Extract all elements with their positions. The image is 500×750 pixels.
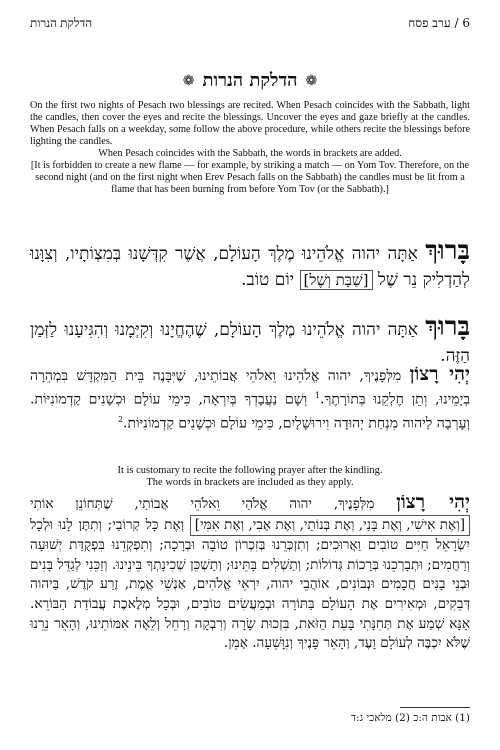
custom-note [30,465,470,489]
ornament-right-icon: ❁ [305,72,318,89]
blessing-candles [30,238,470,293]
page-title: הדלקת הנרות [202,70,298,91]
blessing-line-3: יוֹם טוֹב. [241,270,295,290]
custom-note-line-2: The words in brackets are included as they apply. [146,477,354,488]
yehi-ratzon-temple [30,364,470,433]
instructions [30,100,470,196]
footnote-marker: 1 [314,391,321,400]
prayer-lead-words: יְהִי רָצוֹן [409,363,470,385]
section-label: הדלקת הנרות [30,15,93,30]
prayer-line-1: מִלְּפָנֶיךָ, יהוה אֱלֹהַי וֵאלֹהֵי אֲבוֹתַי, שֶׁתְּחוֹנֵן אוֹתִי [30,496,375,512]
ornament-left-icon: ❁ [182,72,195,89]
title-row [0,70,500,91]
blessing-shehecheyanu [30,314,470,369]
prayer-text: מִלְּפָנֶיךָ, יהוה אֱלֹהֵינוּ וֵאלֹהֵי אֲבוֹתֵינוּ, שֶׁיִּבָּנֶה בֵּית הַמִּקְדָּשׁ בִּמְהֵרָה בְיָמֵינוּ, וְתֵן חֶלְקֵנוּ בְּתוֹרָתֶךָ. [30,368,471,408]
custom-note-line-1: It is customary to recite the following prayer after the kindling. [117,465,383,476]
prayer-text-2: וְשָׁם נַעֲבָדְךָ בְּיִרְאָה, כִּימֵי עוֹלָם וּכְשָׁנִים קַדְמוֹנִיּוֹת. וְעָרְבָה לַיהוה מִנְחַת יְהוּדָה וִירוּשָׁלָיִם, כִּימֵי עוֹלָם וּכְשָׁנִים קַדְמוֹנִיּוֹת. [30,391,470,432]
running-head [30,14,470,32]
shabbat-bracket: [שַׁבָּת וְשֶׁל] [300,270,373,290]
page-label: 6 / ערב פסח [408,15,470,30]
blessing-lead-word: בָּרוּךְ [425,312,471,342]
footnote-rule [400,707,470,708]
prayer-body: וְאֶת כָּל קְרוֹבַי; וְתִתֶּן לָנוּ וּלְכָל יִשְׂרָאֵל חַיִּים טוֹבִים וַאֲרוּכִים; וְתִזְכְּרֵנוּ בְּזִכְרוֹן טוֹבָה וּבְרָכָה; וְתִפְקְדֵנוּ בִּפְקֻדַּת יְשׁוּעָה וְרַחֲמִים; וּתְבָרְכֵנוּ בְּרָכוֹת גְּדוֹלוֹת; וְתַשְׁלִים בָּתֵּינוּ; וְתַשְׁכֵּן שְׁכִינָתְךָ בֵּינֵינוּ. וְזַכֵּנִי לְגַדֵּל בָּנִים וּבְנֵי בָנִים חֲכָמִים וּנְבוֹנִים, אוֹהֲבֵי יהוה, יִרְאֵי אֱלֹהִים, אַנְשֵׁי אֱמֶת, זֶרַע קֹדֶשׁ, בַּיהוה דְּבֵקִים, וּמְאִירִים אֶת הָעוֹלָם בַּתּוֹרָה וּבְמַעֲשִׂים טוֹבִים, וּבְכָל מְלֶאכֶת עֲבוֹדַת הַבּוֹרֵא. אָנָּא שְׁמַע אֶת תְּחִנָּתִי בָּעֵת הַזֹּאת, בִּזְכוּת שָׂרָה וְרִבְקָה וְרָחֵל וְלֵאָה אִמּוֹתֵינוּ, וְהָאֵר נֵרֵנוּ שֶׁלֹּא יִכְבֶּה לְעוֹלָם וָעֶד, וְהָאֵר פָּנֶיךָ וְנִוָּשֵׁעָה. אָמֵן. [30,516,470,652]
instruction-paragraph-1: On the first two nights of Pesach two blessings are recited. When Pesach coincides with the Sabbath, light the candles, then cover the eyes and recite the blessings. Uncover the eyes and gaze briefly at the candles. When Pesach falls on a weekday, some follow the above procedure, while others recite the blessings before lighting the candles. [30,100,470,147]
footnote-marker: 2 [117,414,124,424]
blessing-line-2: בְּמִצְוֹתָיו, וְצִוָּנוּ לְהַדְלִיק נֵר שֶׁל [30,244,470,290]
instruction-paragraph-3: [It is forbidden to create a new flame — for example, by striking a match — on Yom Tov. Therefore, on the second night (and on the first night when Erev Pesach falls on the Sabbath) the candles must be lit from a flame that has been burning from before Yom Tov (or the Sabbath).] [30,160,470,195]
instruction-paragraph-2: When Pesach coincides with the Sabbath, the words in brackets are added. [98,148,402,159]
yehi-ratzon-personal [30,493,470,654]
blessing-line-2: וְקִיְּמָנוּ וְהִגִּיעָנוּ לַזְּמַן הַזֶּה. [30,320,470,366]
prayer-lead-words: יְהִי רָצוֹן [396,491,471,513]
blessing-lead-word: בָּרוּךְ [425,236,471,266]
blessing-line-1: אַתָּה יהוה אֱלֹהֵינוּ מֶלֶךְ הָעוֹלָם, שֶׁהֶחֱיָנוּ [160,320,419,340]
blessing-line-1: אַתָּה יהוה אֱלֹהֵינוּ מֶלֶךְ הָעוֹלָם, אֲשֶׁר קִדְּשָׁנוּ [128,244,418,264]
family-bracket: [וְאֶת אִישִׁי, וְאֶת בָּנַי, וְאֶת בְּנוֹתַי, וְאֶת אָבִי, וְאֶת אִמִּי] [190,515,470,537]
footnote: (1) אבות ה:כ (2) מלאכי ג:ד [350,712,470,724]
